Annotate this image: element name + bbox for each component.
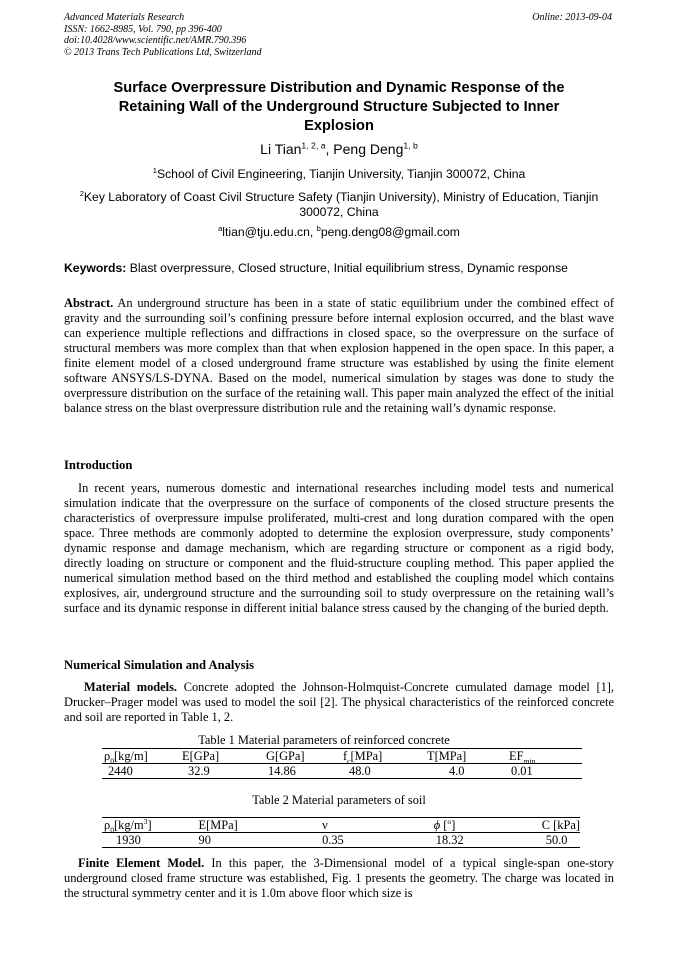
affiliation-1-sup: 1 [152, 165, 157, 175]
introduction-text: In recent years, numerous domestic and international researches including model tests and numerical simulation indicate that the overpressure on the surface of components of the closed structure presents the characteristics of overpressure impulse proliferated, multi-crest and long duration compared with the open space. Three methods are commonly adopted to determine the explosion overpressure, study components’ dynamic response and damage mechanism, which are regarding structure or component as a rigid body, directly loading on structure or component and the fluid-structure coupling method. This paper applied the numerical simulation method based on the third method and established the coupling model which contains explosives, air, underground structure and the surrounding soil to study overpressure on the retaining wall’s surface and its dynamic response in different initial balance stress caused by the changing of the buried depth. [64, 481, 614, 615]
introduction-heading: Introduction [64, 458, 133, 472]
table-2-cell: 1930 [102, 833, 199, 848]
copyright: © 2013 Trans Tech Publications Ltd, Switzerland [64, 46, 262, 58]
table-2-caption: Table 2 Material parameters of soil [252, 793, 426, 807]
table-1-header-e: E[GPa] [182, 749, 266, 764]
table-2-header-e: E[MPa] [199, 818, 315, 833]
table-2-cell: 50.0 [526, 833, 580, 848]
authors [64, 141, 614, 157]
table-1-header-row [102, 749, 582, 764]
table-1-cell: 2440 [102, 764, 182, 779]
fem-label: Finite Element Model. [78, 856, 205, 870]
table-2-header-density: $\rho_0[kg/m^3]$ [102, 818, 199, 833]
journal-header [64, 12, 262, 58]
affiliation-1-text: School of Civil Engineering, Tianjin University, Tianjin 300072, China [156, 167, 526, 181]
table-1-data-row [102, 764, 582, 779]
author-2-name: Peng Deng [333, 141, 404, 157]
table-1-header-density: $\rho_0[kg/m]$ [102, 749, 182, 764]
table-2-header-c: C [kPa] [526, 818, 580, 833]
table-1-cell: 0.01 [509, 764, 582, 779]
abstract-text: An underground structure has been in a state of static equilibrium under the combined effect of gravity and the surrounding soil’s confining pressure before internal explosion occurred, and the blast wave can experience multiple reflections and diffractions in closed space, so the overpressure on the surface of structural members was more complex than that when explosion happened in the open space. In this paper, a finite element model of a closed underground frame structure was established by using the finite element software ANSYS/LS-DYNA. Based on the model, numerical simulation by stages was done to study the overpressure distribution on the surface of the retaining wall. This paper main analyzed the effect of the initial balance stress on the blast overpressure distribution rule and the retaining wall’s dynamic response. [64, 296, 614, 415]
material-models-paragraph [64, 680, 614, 725]
paper-title [64, 79, 614, 136]
email-b-sup: b [316, 223, 321, 233]
table-2-header-phi: ϕ [$^o$] [416, 818, 526, 833]
table-1 [102, 748, 582, 779]
email-a: ltian@tju.edu.cn, [222, 225, 317, 239]
fem-text: In this paper, the 3-Dimensional model of a typical single-span one-story underground closed frame structure was established, Fig. 1 presents the geometry. The charge was located in the structural symmetry center and it is 1.0m above floor which size is [64, 856, 614, 900]
journal-name: Advanced Materials Research [64, 12, 185, 23]
keywords [64, 261, 614, 275]
keywords-text: Blast overpressure, Closed structure, Initial equilibrium stress, Dynamic response [126, 261, 568, 275]
title-line-2: Retaining Wall of the Underground Structure Subjected to Inner [118, 99, 560, 115]
email-b: peng.deng08@gmail.com [320, 225, 460, 239]
doi: doi:10.4028/www.scientific.net/AMR.790.396 [64, 35, 247, 46]
table-1-header-t: T[MPa] [427, 749, 509, 764]
online-date: Online: 2013-09-04 [532, 12, 612, 23]
table-2 [102, 817, 580, 848]
keywords-label: Keywords: [64, 261, 127, 275]
title-line-3: Explosion [304, 118, 374, 134]
table-1-cell: 4.0 [427, 764, 509, 779]
table-2-cell: 90 [199, 833, 315, 848]
table-2-data-row [102, 833, 580, 848]
affiliation-2-sup: 2 [79, 188, 84, 198]
fem-paragraph [64, 856, 614, 901]
author-1-name: Li Tian [260, 141, 302, 157]
table-2-header-row [102, 818, 580, 833]
material-models-label: Material models. [84, 680, 178, 694]
table-1-cell: 32.9 [182, 764, 266, 779]
numerical-heading: Numerical Simulation and Analysis [64, 658, 254, 672]
table-2-cell: 18.32 [416, 833, 526, 848]
email-a-sup: a [218, 223, 223, 233]
affiliation-2-text: Key Laboratory of Coast Civil Structure Safety (Tianjin University), Ministry of Education, Tianjin 300072, China [83, 190, 599, 219]
table-1-cell: 48.0 [343, 764, 427, 779]
issn: ISSN: 1662-8985, Vol. 790, pp 396-400 [64, 23, 222, 35]
abstract-label: Abstract. [64, 296, 114, 310]
author-1-sup: 1, 2, a [301, 140, 326, 151]
email-line [64, 225, 614, 240]
table-1-cell: 14.86 [266, 764, 343, 779]
author-2-sup: 1, b [403, 140, 418, 151]
material-models-text: Concrete adopted the Johnson-Holmquist-Concrete cumulated damage model [1], Drucker–Prager model was used to model the soil [2]. The physical characteristics of the reinforced concrete and soil are reported in Table 1, 2. [64, 680, 614, 724]
affiliation-1 [64, 167, 614, 182]
affiliation-2 [64, 190, 614, 220]
title-line-1: Surface Overpressure Distribution and Dynamic Response of the [113, 80, 565, 96]
table-1-header-g: G[GPa] [266, 749, 343, 764]
author-separator: , [325, 141, 334, 157]
table-1-caption: Table 1 Material parameters of reinforced concrete [198, 733, 450, 747]
abstract [64, 296, 614, 416]
table-2-cell: 0.35 [314, 833, 416, 848]
table-1-header-ef: $EF_{min}$ [509, 749, 582, 764]
table-2-header-nu: ν [314, 818, 416, 833]
table-1-header-fc: $f_c[MPa]$ [343, 749, 427, 764]
